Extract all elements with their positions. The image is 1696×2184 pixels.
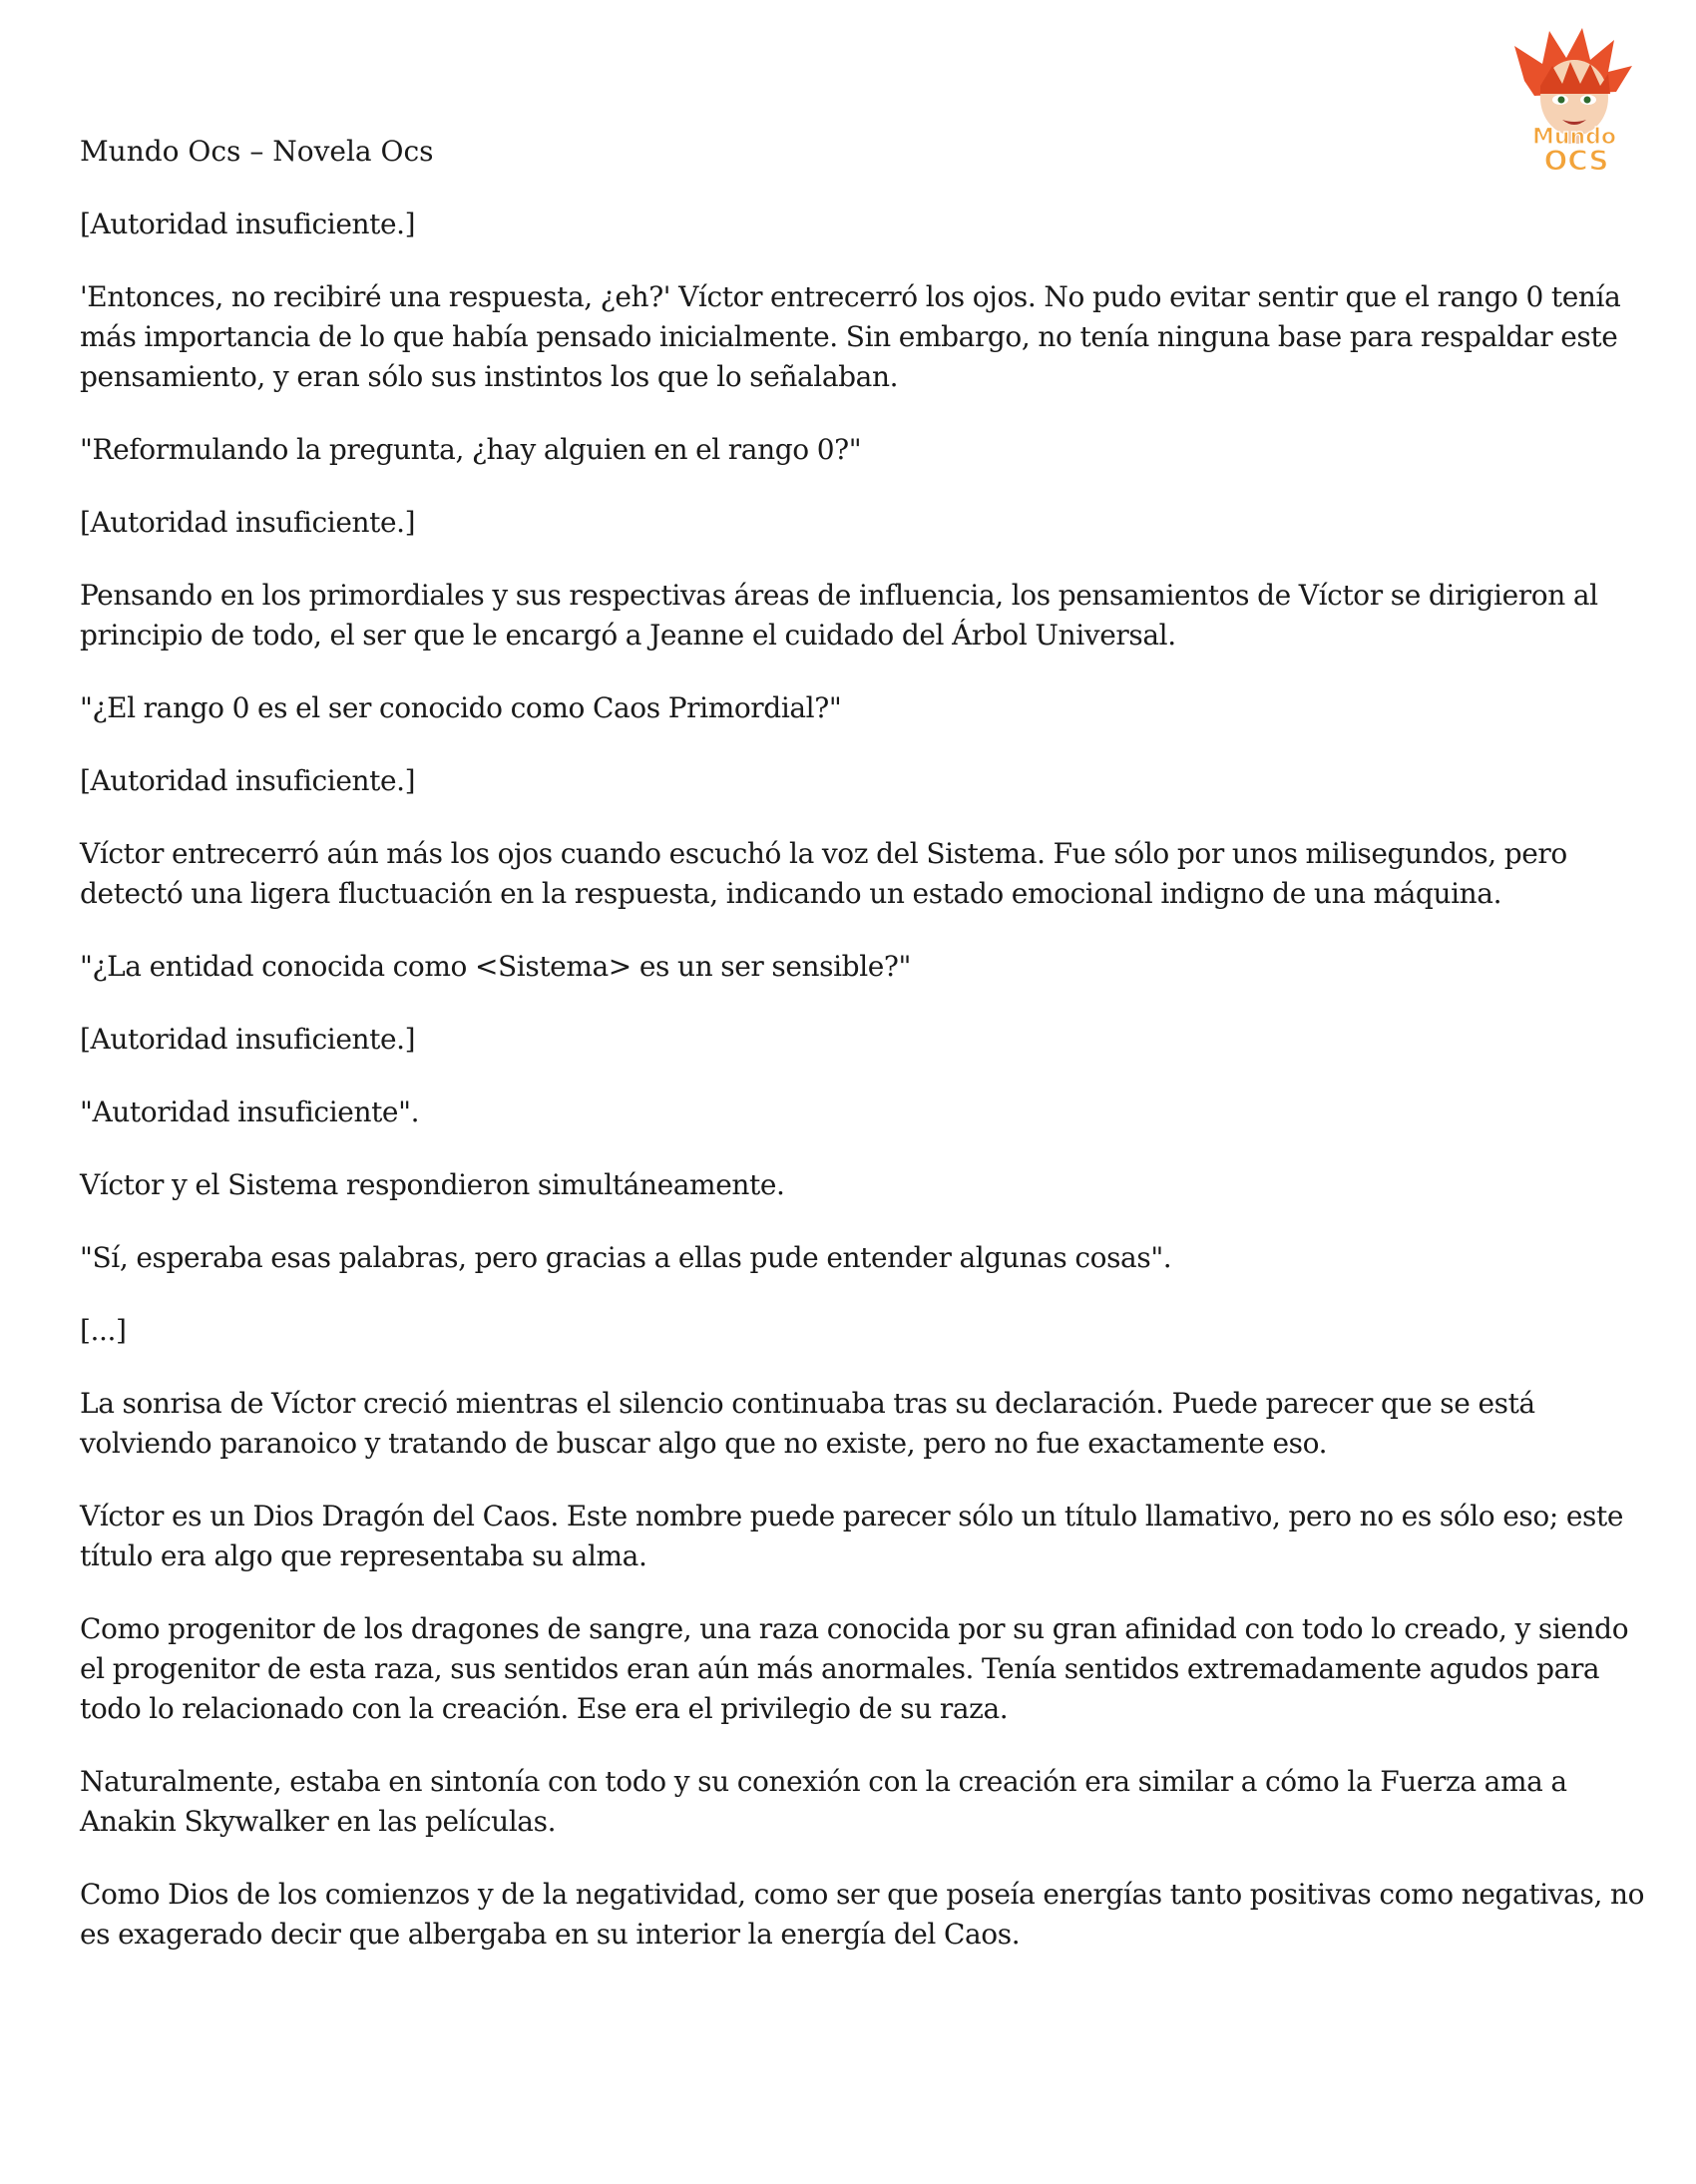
- paragraph: "¿El rango 0 es el ser conocido como Caos Primordial?": [80, 691, 842, 724]
- paragraph: La sonrisa de Víctor creció mientras el silencio continuaba tras su declaración. Puede parecer que se está volviendo paranoico y tratando de buscar algo que no existe, pero no fue exactamente eso.: [80, 1387, 1535, 1460]
- paragraph: 'Entonces, no recibiré una respuesta, ¿eh?' Víctor entrecerró los ojos. No pudo evitar sentir que el rango 0 tenía más importancia de lo que había pensado inicialmente. Sin embargo, no tenía ninguna base para respaldar este pensamiento, y eran sólo sus instintos los que lo señalaban.: [80, 280, 1621, 393]
- logo-text-top: Mundo: [1531, 125, 1617, 150]
- paragraph: [...]: [80, 1314, 127, 1347]
- paragraph: Víctor y el Sistema respondieron simultáneamente.: [80, 1168, 785, 1201]
- document-body: [80, 205, 1656, 1987]
- paragraph: Víctor entrecerró aún más los ojos cuando escuchó la voz del Sistema. Fue sólo por unos milisegundos, pero detectó una ligera fluctuación en la respuesta, indicando un estado emocional indigno de una máquina.: [80, 837, 1567, 910]
- paragraph: Naturalmente, estaba en sintonía con todo y su conexión con la creación era similar a cómo la Fuerza ama a Anakin Skywalker en las películas.: [80, 1765, 1567, 1838]
- document-header-title: Mundo Ocs – Novela Ocs: [80, 135, 434, 168]
- paragraph: [Autoridad insuficiente.]: [80, 208, 416, 240]
- paragraph: Víctor es un Dios Dragón del Caos. Este nombre puede parecer sólo un título llamativo, pero no es sólo eso; este título era algo que representaba su alma.: [80, 1500, 1624, 1572]
- paragraph: "Reformulando la pregunta, ¿hay alguien en el rango 0?": [80, 433, 862, 466]
- paragraph: [Autoridad insuficiente.]: [80, 1023, 416, 1056]
- paragraph: [Autoridad insuficiente.]: [80, 506, 416, 539]
- logo-text-bottom: OCS: [1543, 144, 1609, 176]
- paragraph: "Sí, esperaba esas palabras, pero gracias a ellas pude entender algunas cosas".: [80, 1241, 1172, 1274]
- mundo-ocs-logo: [1504, 26, 1644, 176]
- paragraph: Pensando en los primordiales y sus respectivas áreas de influencia, los pensamientos de Víctor se dirigieron al principio de todo, el ser que le encargó a Jeanne el cuidado del Árbol Universal.: [80, 579, 1598, 652]
- paragraph: "¿La entidad conocida como <Sistema> es un ser sensible?": [80, 950, 912, 983]
- paragraph: Como Dios de los comienzos y de la negatividad, como ser que poseía energías tanto positivas como negativas, no es exagerado decir que albergaba en su interior la energía del Caos.: [80, 1878, 1645, 1951]
- paragraph: "Autoridad insuficiente".: [80, 1095, 420, 1128]
- paragraph: Como progenitor de los dragones de sangre, una raza conocida por su gran afinidad con todo lo creado, y siendo el progenitor de esta raza, sus sentidos eran aún más anormales. Tenía sentidos extremadamente agudos para todo lo relacionado con la creación. Ese era el privilegio de su raza.: [80, 1612, 1629, 1725]
- anime-mascot-logo-icon: [1504, 26, 1644, 176]
- paragraph: [Autoridad insuficiente.]: [80, 764, 416, 797]
